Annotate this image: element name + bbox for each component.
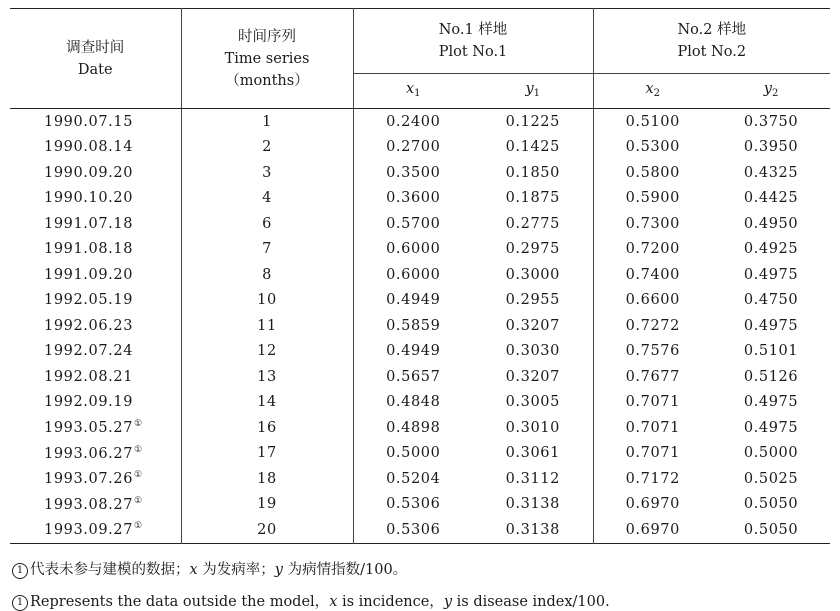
cell-x1: 0.4949 bbox=[386, 343, 441, 360]
cell-y2: 0.4750 bbox=[743, 292, 799, 309]
cell-y1: 0.1875 bbox=[473, 186, 593, 212]
cell-x2: 0.5300 bbox=[625, 139, 680, 156]
cell-x1: 0.2400 bbox=[386, 113, 441, 130]
cell-date: 1992.06.23 bbox=[10, 313, 181, 339]
cell-y2: 0.5126 bbox=[743, 368, 799, 385]
cell-x1: 0.5204 bbox=[386, 470, 441, 487]
header-series-unit: （months） bbox=[225, 72, 309, 89]
cell-t: 12 bbox=[181, 339, 353, 365]
cell-y1: 0.3138 bbox=[473, 517, 593, 543]
cell-y2: 0.5050 bbox=[743, 521, 799, 538]
cell-t: 20 bbox=[181, 517, 353, 543]
cell-date: 1991.08.18 bbox=[10, 237, 181, 263]
cell-x2: 0.5800 bbox=[625, 164, 680, 181]
cell-t: 18 bbox=[181, 466, 353, 492]
header-series bbox=[181, 9, 353, 109]
cell-date: 1990.07.15 bbox=[10, 109, 181, 135]
cell-x2: 0.7071 bbox=[625, 394, 680, 411]
table-row bbox=[10, 364, 830, 390]
cell-date: 1990.08.14 bbox=[10, 135, 181, 161]
cell-x2: 0.7300 bbox=[625, 215, 680, 232]
table-row bbox=[10, 160, 830, 186]
cell-y1: 0.2975 bbox=[473, 237, 593, 263]
cell-x2: 0.7400 bbox=[625, 266, 680, 283]
cell-x2: 0.7200 bbox=[625, 241, 680, 258]
cell-date: 1990.09.20 bbox=[10, 160, 181, 186]
table-row bbox=[10, 109, 830, 135]
cell-y1: 0.3207 bbox=[473, 364, 593, 390]
footnote-marker: ① bbox=[134, 521, 143, 532]
cell-date: 1993.09.27① bbox=[10, 517, 181, 543]
footnote-marker: ① bbox=[134, 419, 143, 430]
cell-t: 10 bbox=[181, 288, 353, 314]
cell-t: 13 bbox=[181, 364, 353, 390]
cell-y1: 0.2955 bbox=[473, 288, 593, 314]
cell-x1: 0.5000 bbox=[386, 445, 441, 462]
cell-y1: 0.3030 bbox=[473, 339, 593, 365]
cell-x1: 0.4949 bbox=[386, 292, 441, 309]
header-plot1-en: Plot No.1 bbox=[438, 44, 508, 60]
cell-date: 1992.05.19 bbox=[10, 288, 181, 314]
cell-y1: 0.3010 bbox=[473, 415, 593, 441]
cell-date: 1990.10.20 bbox=[10, 186, 181, 212]
header-plot1-cn: No.1 样地 bbox=[438, 22, 508, 38]
cell-t: 19 bbox=[181, 492, 353, 518]
cell-t: 8 bbox=[181, 262, 353, 288]
footnote-en: 1 Represents the data outside the model，x is incidence，y is disease index/100. bbox=[12, 590, 610, 611]
cell-y1: 0.3061 bbox=[473, 441, 593, 467]
cell-y1: 0.1225 bbox=[473, 109, 593, 135]
cell-date: 1992.08.21 bbox=[10, 364, 181, 390]
header-y1: $y_1$ bbox=[473, 74, 593, 109]
cell-y1: 0.1850 bbox=[473, 160, 593, 186]
cell-t: 16 bbox=[181, 415, 353, 441]
table-row bbox=[10, 211, 830, 237]
table-row bbox=[10, 415, 830, 441]
cell-date: 1991.07.18 bbox=[10, 211, 181, 237]
cell-x2: 0.7172 bbox=[625, 470, 680, 487]
cell-x1: 0.6000 bbox=[386, 241, 441, 258]
cell-x1: 0.3500 bbox=[386, 164, 441, 181]
cell-y2: 0.5025 bbox=[743, 470, 799, 487]
cell-t: 7 bbox=[181, 237, 353, 263]
cell-y2: 0.4975 bbox=[743, 419, 799, 436]
cell-x2: 0.6970 bbox=[625, 521, 680, 538]
cell-x1: 0.5306 bbox=[386, 521, 441, 538]
cell-x1: 0.2700 bbox=[386, 139, 441, 156]
cell-y2: 0.4925 bbox=[743, 241, 799, 258]
cell-date: 1993.05.27① bbox=[10, 415, 181, 441]
cell-t: 3 bbox=[181, 160, 353, 186]
cell-x1: 0.5657 bbox=[386, 368, 441, 385]
cell-t: 17 bbox=[181, 441, 353, 467]
cell-y1: 0.3112 bbox=[473, 466, 593, 492]
header-plot2 bbox=[593, 9, 830, 74]
footnote-mark-icon: 1 bbox=[12, 563, 28, 579]
table-row bbox=[10, 237, 830, 263]
cell-t: 1 bbox=[181, 109, 353, 135]
table-row bbox=[10, 517, 830, 543]
header-date-en: Date bbox=[77, 61, 113, 78]
cell-y2: 0.5050 bbox=[743, 496, 799, 513]
table-row bbox=[10, 313, 830, 339]
header-x1: $x_1$ bbox=[353, 74, 473, 109]
cell-t: 14 bbox=[181, 390, 353, 416]
cell-y2: 0.4975 bbox=[743, 317, 799, 334]
header-series-cn: 时间序列 bbox=[238, 28, 296, 45]
footnote-cn: 1 代表未参与建模的数据；x 为发病率；y 为病情指数/100。 bbox=[12, 558, 407, 579]
cell-x1: 0.5306 bbox=[386, 496, 441, 513]
footnote-marker: ① bbox=[134, 444, 143, 455]
cell-t: 4 bbox=[181, 186, 353, 212]
cell-x2: 0.6970 bbox=[625, 496, 680, 513]
cell-y2: 0.4325 bbox=[743, 164, 799, 181]
cell-date: 1993.06.27① bbox=[10, 441, 181, 467]
header-plot1 bbox=[353, 9, 593, 74]
cell-x2: 0.5900 bbox=[625, 190, 680, 207]
cell-y2: 0.5000 bbox=[743, 445, 799, 462]
cell-x1: 0.4848 bbox=[386, 394, 441, 411]
cell-date: 1992.07.24 bbox=[10, 339, 181, 365]
cell-y2: 0.5101 bbox=[743, 343, 799, 360]
header-plot2-en: Plot No.2 bbox=[677, 44, 747, 60]
header-date-cn: 调查时间 bbox=[66, 39, 125, 56]
table-body bbox=[10, 109, 830, 544]
table-row bbox=[10, 288, 830, 314]
cell-y2: 0.4975 bbox=[743, 266, 799, 283]
cell-x2: 0.7071 bbox=[625, 445, 680, 462]
cell-y1: 0.3138 bbox=[473, 492, 593, 518]
cell-x2: 0.7576 bbox=[625, 343, 680, 360]
cell-date: 1993.07.26① bbox=[10, 466, 181, 492]
cell-y2: 0.4950 bbox=[743, 215, 799, 232]
cell-x1: 0.5859 bbox=[386, 317, 441, 334]
table-row bbox=[10, 466, 830, 492]
cell-date: 1992.09.19 bbox=[10, 390, 181, 416]
footnote-mark-icon: 1 bbox=[12, 595, 28, 611]
cell-x2: 0.6600 bbox=[625, 292, 680, 309]
table-row bbox=[10, 492, 830, 518]
cell-y1: 0.3207 bbox=[473, 313, 593, 339]
cell-t: 2 bbox=[181, 135, 353, 161]
cell-y1: 0.3005 bbox=[473, 390, 593, 416]
cell-x2: 0.7677 bbox=[625, 368, 680, 385]
table-row bbox=[10, 390, 830, 416]
cell-date: 1993.08.27① bbox=[10, 492, 181, 518]
cell-y1: 0.2775 bbox=[473, 211, 593, 237]
cell-x2: 0.7071 bbox=[625, 419, 680, 436]
footnote-marker: ① bbox=[134, 495, 143, 506]
cell-y1: 0.1425 bbox=[473, 135, 593, 161]
table-row bbox=[10, 339, 830, 365]
table-row bbox=[10, 262, 830, 288]
header-plot2-cn: No.2 样地 bbox=[677, 22, 747, 38]
cell-x1: 0.5700 bbox=[386, 215, 441, 232]
cell-y2: 0.3750 bbox=[743, 113, 799, 130]
header-date bbox=[10, 9, 181, 109]
cell-t: 11 bbox=[181, 313, 353, 339]
header-series-en: Time series bbox=[224, 50, 310, 67]
cell-y1: 0.3000 bbox=[473, 262, 593, 288]
table-row bbox=[10, 441, 830, 467]
table-row bbox=[10, 186, 830, 212]
cell-y2: 0.4975 bbox=[743, 394, 799, 411]
header-x2: $x_2$ bbox=[593, 74, 712, 109]
cell-y2: 0.3950 bbox=[743, 139, 799, 156]
header-y2: $y_2$ bbox=[712, 74, 830, 109]
footnote-marker: ① bbox=[134, 470, 143, 481]
cell-t: 6 bbox=[181, 211, 353, 237]
cell-x1: 0.6000 bbox=[386, 266, 441, 283]
cell-date: 1991.09.20 bbox=[10, 262, 181, 288]
table-row bbox=[10, 135, 830, 161]
cell-x1: 0.4898 bbox=[386, 419, 441, 436]
data-table bbox=[10, 8, 830, 544]
cell-x1: 0.3600 bbox=[386, 190, 441, 207]
cell-x2: 0.5100 bbox=[625, 113, 680, 130]
cell-x2: 0.7272 bbox=[625, 317, 680, 334]
cell-y2: 0.4425 bbox=[743, 190, 799, 207]
